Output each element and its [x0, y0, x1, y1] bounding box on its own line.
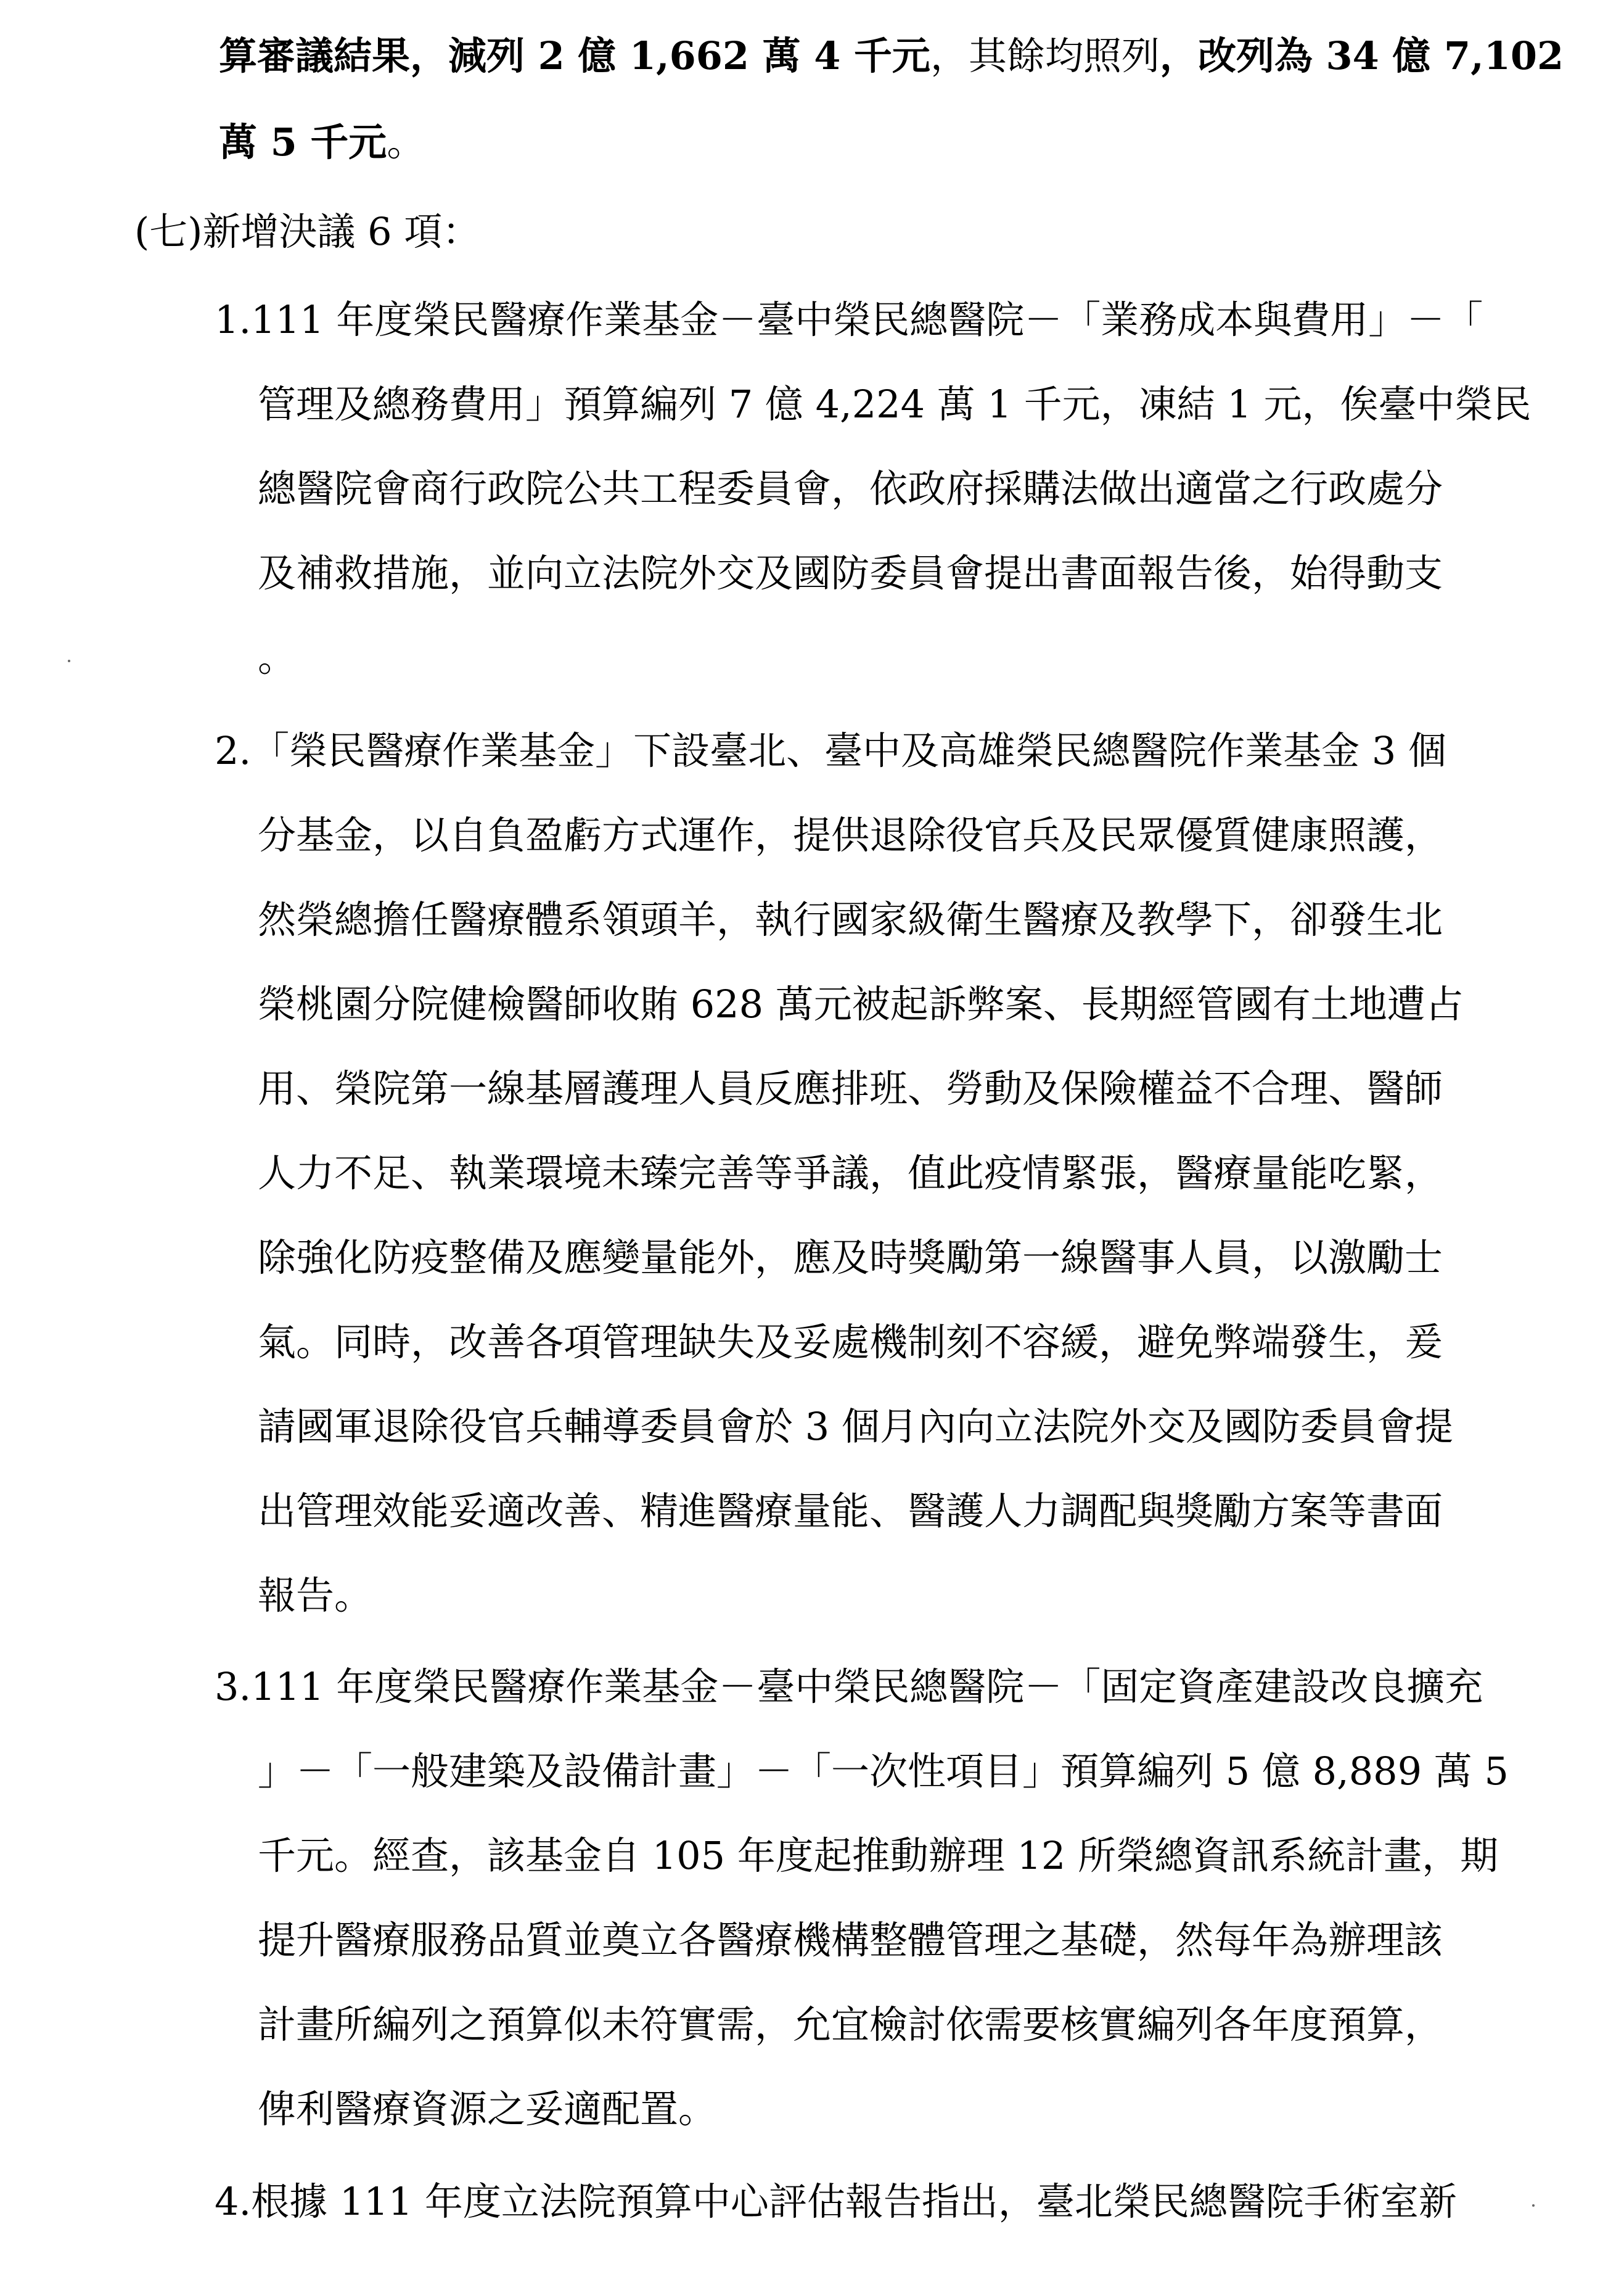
- item-text: 「榮民醫療作業基金」下設臺北、臺中及高雄榮民總醫院作業基金 3 個: [251, 728, 1447, 773]
- list-item-1-line-3: 總醫院會商行政院公共工程委員會，依政府採購法做出適當之行政處分: [258, 466, 1443, 511]
- list-item-1-line-1: [215, 297, 1483, 342]
- list-item-3-line-4: 提升醫療服務品質並奠立各醫療機構整體管理之基礎，然每年為辦理該: [258, 1918, 1443, 1963]
- list-item-2-line-6: 人力不足、執業環境未臻完善等爭議，值此疫情緊張，醫療量能吃緊，: [258, 1151, 1443, 1196]
- item-number: 2.: [215, 728, 252, 773]
- intro-bold-text: 算審議結果，減列 2 億 1,662 萬 4 千元: [219, 33, 930, 78]
- list-item-3-line-3: 千元。經查，該基金自 105 年度起推動辦理 12 所榮總資訊系統計畫，期: [258, 1833, 1499, 1878]
- intro-normal-text-2: 。: [387, 120, 425, 165]
- list-item-2-line-4: 榮桃園分院健檢醫師收賄 628 萬元被起訴弊案、長期經管國有土地遭占: [258, 982, 1464, 1027]
- list-item-2-line-5: 用、榮院第一線基層護理人員反應排班、勞動及保險權益不合理、醫師: [258, 1066, 1443, 1111]
- list-item-1-line-5: 。: [258, 635, 297, 680]
- list-item-2-line-11: 報告。: [258, 1573, 373, 1618]
- list-item-3-line-1: [215, 1664, 1483, 1709]
- list-item-2-line-9: 請國軍退除役官兵輔導委員會於 3 個月內向立法院外交及國防委員會提: [258, 1404, 1453, 1449]
- list-item-2-line-10: 出管理效能妥適改善、精進醫療量能、醫護人力調配與獎勵方案等書面: [258, 1488, 1443, 1533]
- item-number: 1.: [215, 297, 252, 342]
- intro-bold-text-2: ，改列為 34 億 7,102: [1159, 33, 1564, 78]
- item-number: 4.: [215, 2179, 252, 2224]
- scan-speck: [68, 660, 70, 662]
- item-text: 根據 111 年度立法院預算中心評估報告指出，臺北榮民總醫院手術室新: [251, 2179, 1457, 2224]
- intro-line-1: [219, 33, 1564, 78]
- list-item-3-line-6: 俾利醫療資源之妥適配置。: [258, 2086, 717, 2131]
- item-text: 111 年度榮民醫療作業基金－臺中榮民總醫院－「業務成本與費用」－「: [251, 297, 1483, 342]
- intro-normal-text: ，其餘均照列: [930, 33, 1160, 78]
- section-heading: (七)新增決議 6 項：: [134, 209, 481, 254]
- list-item-4-line-1: [215, 2179, 1457, 2224]
- list-item-2-line-3: 然榮總擔任醫療體系領頭羊，執行國家級衛生醫療及教學下，卻發生北: [258, 897, 1443, 942]
- list-item-1-line-2: 管理及總務費用」預算編列 7 億 4,224 萬 1 千元，凍結 1 元，俟臺中榮民: [258, 382, 1532, 427]
- list-item-1-line-4: 及補救措施，並向立法院外交及國防委員會提出書面報告後，始得動支: [258, 551, 1443, 596]
- list-item-3-line-2: 」－「一般建築及設備計畫」－「一次性項目」預算編列 5 億 8,889 萬 5: [258, 1749, 1509, 1794]
- item-number: 3.: [215, 1664, 252, 1709]
- list-item-2-line-1: [215, 728, 1447, 773]
- list-item-2-line-2: 分基金，以自負盈虧方式運作，提供退除役官兵及民眾優質健康照護，: [258, 813, 1443, 858]
- item-text: 111 年度榮民醫療作業基金－臺中榮民總醫院－「固定資產建設改良擴充: [251, 1664, 1483, 1709]
- scan-speck: [1532, 2204, 1535, 2207]
- list-item-2-line-7: 除強化防疫整備及應變量能外，應及時獎勵第一線醫事人員，以激勵士: [258, 1235, 1443, 1280]
- intro-bold-text-3: 萬 5 千元: [219, 120, 387, 165]
- list-item-3-line-5: 計畫所編列之預算似未符實需，允宜檢討依需要核實編列各年度預算，: [258, 2002, 1443, 2047]
- list-item-2-line-8: 氣。同時，改善各項管理缺失及妥處機制刻不容緩，避免弊端發生，爰: [258, 1319, 1443, 1364]
- intro-line-2: [219, 120, 425, 165]
